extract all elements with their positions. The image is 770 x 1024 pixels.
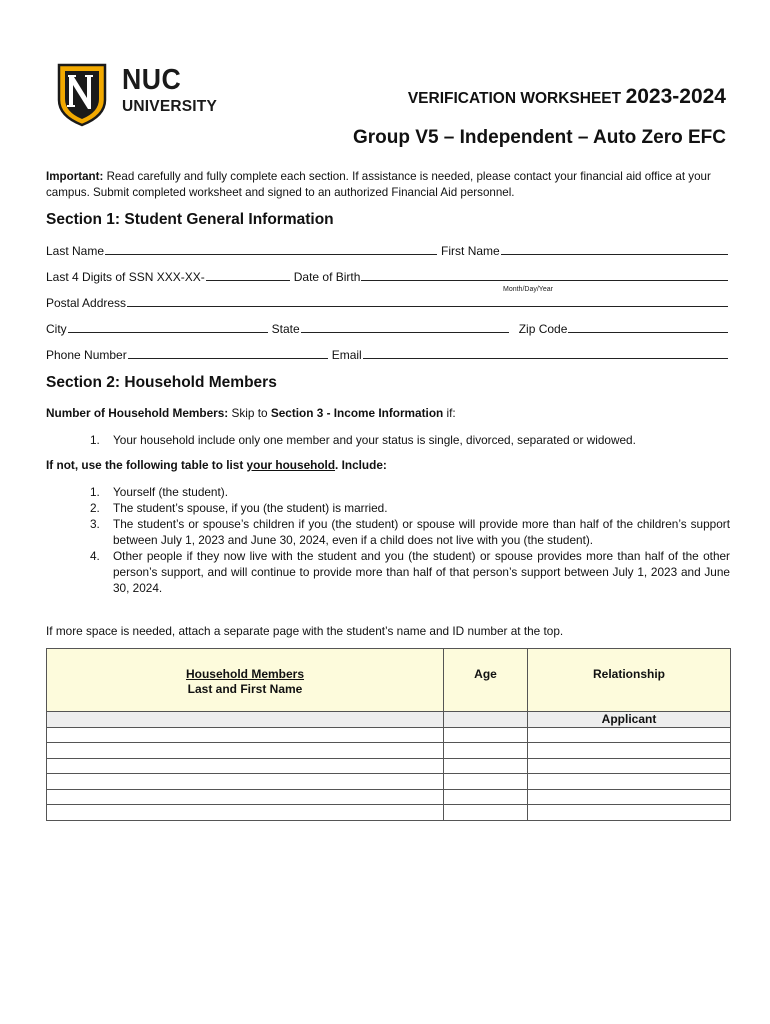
- column-header-household-members: [47, 649, 444, 712]
- section3-reference: Section 3 - Income Information: [270, 406, 444, 420]
- email-label: Email: [331, 348, 362, 362]
- city-label: City: [46, 322, 67, 336]
- important-note: [46, 169, 728, 201]
- list-item-text: Other people if they now live with the student and you (the student) or spouse provides more than half of the other person’s support, and will continue to provide more than half of that person’s support between July 1, 2023 and June 30, 2024.: [113, 549, 730, 595]
- member-relationship-cell[interactable]: [528, 774, 731, 790]
- member-age-cell[interactable]: [444, 805, 528, 821]
- logo-text-nuc: NUC: [122, 64, 182, 96]
- household-intro-mid: Skip to: [228, 406, 271, 420]
- important-text: Read carefully and fully complete each section. If assistance is needed, please contact your financial aid office at your campus. Submit completed worksheet and signed to an authorized Financial Aid personnel.: [46, 170, 711, 199]
- name-row: [46, 242, 728, 258]
- household-intro-label: Number of Household Members:: [46, 406, 229, 420]
- ssn-label: Last 4 Digits of SSN XXX-XX-: [46, 270, 205, 284]
- list-item-text: The student’s spouse, if you (the student) is married.: [113, 501, 388, 515]
- member-age-cell[interactable]: [444, 727, 528, 743]
- state-label: State: [271, 322, 300, 336]
- city-state-zip-row: [46, 320, 728, 336]
- state-field[interactable]: [301, 321, 509, 333]
- worksheet-title-text: VERIFICATION WORKSHEET: [407, 90, 622, 107]
- table-row: [47, 758, 731, 774]
- worksheet-year: 2023-2024: [625, 85, 726, 108]
- member-name-cell[interactable]: [47, 758, 444, 774]
- applicant-name-cell[interactable]: [47, 712, 444, 728]
- zip-code-field[interactable]: [568, 321, 728, 333]
- last-name-field[interactable]: [105, 243, 437, 255]
- university-logo: [56, 62, 226, 132]
- important-label: Important:: [46, 170, 104, 183]
- household-intro-end: if:: [443, 406, 456, 420]
- postal-address-label: Postal Address: [46, 296, 127, 310]
- dob-field[interactable]: [361, 269, 728, 281]
- list-item-text: Yourself (the student).: [113, 485, 228, 499]
- include-heading-underlined: your household: [246, 458, 336, 472]
- table-row: [47, 774, 731, 790]
- table-header-row: [47, 649, 731, 712]
- zip-code-label: Zip Code: [518, 322, 568, 336]
- table-row: [47, 805, 731, 821]
- member-age-cell[interactable]: [444, 743, 528, 759]
- first-name-field[interactable]: [501, 243, 728, 255]
- member-name-cell[interactable]: [47, 789, 444, 805]
- column-header-line1: Household Members: [185, 667, 305, 681]
- include-heading-end: . Include:: [335, 458, 387, 472]
- household-intro: [46, 406, 456, 420]
- list-item: 3. The student’s or spouse’s children if you (the student) or spouse will provide more than half of the children’s support between July 1, 2023 and June 30, 2024, even if a child does not live with you (the student).: [90, 517, 730, 547]
- ssn-dob-row: [46, 268, 728, 284]
- column-header-age: Age: [444, 649, 528, 712]
- member-age-cell[interactable]: [444, 774, 528, 790]
- phone-field[interactable]: [128, 347, 328, 359]
- section2-heading: Section 2: Household Members: [46, 374, 277, 391]
- skip-conditions-list: [90, 432, 730, 448]
- column-header-line2: Last and First Name: [187, 682, 303, 696]
- member-relationship-cell[interactable]: [528, 758, 731, 774]
- city-field[interactable]: [68, 321, 268, 333]
- dob-label: Date of Birth: [293, 270, 361, 284]
- table-row: [47, 727, 731, 743]
- column-header-relationship: Relationship: [528, 649, 731, 712]
- list-item: 2. The student’s spouse, if you (the student) is married.: [90, 501, 388, 515]
- member-age-cell[interactable]: [444, 758, 528, 774]
- phone-label: Phone Number: [46, 348, 127, 362]
- dob-format-hint: Month/Day/Year: [503, 286, 553, 293]
- list-item: 1. Yourself (the student).: [90, 485, 228, 499]
- ssn-field[interactable]: [206, 269, 290, 281]
- table-row: [47, 743, 731, 759]
- list-item-text: The student’s or spouse’s children if you (the student) or spouse will provide more than half of the children’s support between July 1, 2023 and June 30, 2024, even if a child does not live with you (the student).: [113, 517, 730, 547]
- household-members-table: [46, 648, 731, 821]
- postal-address-field[interactable]: [127, 295, 728, 307]
- include-list: [90, 484, 730, 596]
- list-item-text: Your household include only one member and your status is single, divorced, separated or widowed.: [113, 433, 636, 447]
- worksheet-title: [408, 85, 726, 109]
- table-row: [47, 789, 731, 805]
- member-name-cell[interactable]: [47, 727, 444, 743]
- section1-heading: Section 1: Student General Information: [46, 211, 334, 228]
- household-include-heading: [46, 458, 387, 472]
- extra-space-note: If more space is needed, attach a separate page with the student’s name and ID number at the top.: [46, 624, 564, 638]
- first-name-label: First Name: [441, 244, 500, 258]
- nuc-shield-icon: [56, 62, 108, 128]
- member-age-cell[interactable]: [444, 789, 528, 805]
- applicant-age-cell[interactable]: [444, 712, 528, 728]
- member-relationship-cell[interactable]: [528, 727, 731, 743]
- phone-email-row: [46, 346, 728, 362]
- email-field[interactable]: [363, 347, 728, 359]
- member-relationship-cell[interactable]: [528, 805, 731, 821]
- postal-row: [46, 294, 728, 310]
- list-item: 4. Other people if they now live with the student and you (the student) or spouse provides more than half of the other person’s support, and will continue to provide more than half of that person’s support between July 1, 2023 and June 30, 2024.: [90, 549, 730, 595]
- list-item: 1. Your household include only one member and your status is single, divorced, separated or widowed.: [90, 433, 636, 447]
- member-name-cell[interactable]: [47, 805, 444, 821]
- member-name-cell[interactable]: [47, 774, 444, 790]
- group-title: Group V5 – Independent – Auto Zero EFC: [353, 127, 726, 148]
- table-row: [47, 712, 731, 728]
- member-name-cell[interactable]: [47, 743, 444, 759]
- applicant-relationship-cell: Applicant: [528, 712, 731, 728]
- member-relationship-cell[interactable]: [528, 789, 731, 805]
- member-relationship-cell[interactable]: [528, 743, 731, 759]
- include-heading-start: If not, use the following table to list: [46, 458, 247, 472]
- logo-text-university: UNIVERSITY: [122, 98, 218, 115]
- last-name-label: Last Name: [46, 244, 105, 258]
